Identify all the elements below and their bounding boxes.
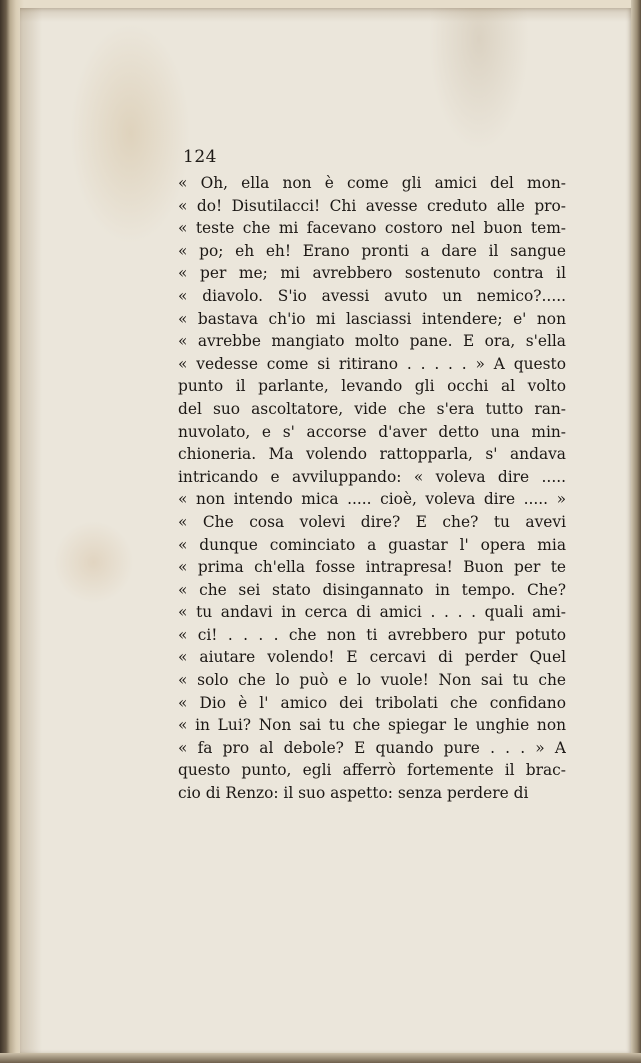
text-line: del suo ascoltatore, vide che s'era tutto ran- [178, 399, 566, 418]
text-line: « che sei stato disingannato in tempo. Che? [178, 580, 566, 599]
text-line: chioneria. Ma volendo rattopparla, s' andava [178, 445, 566, 464]
page-number: 124 [183, 147, 217, 167]
text-line: « non intendo mica ..... cioè, voleva dire ..... » [178, 490, 566, 509]
text-line: « teste che mi facevano costoro nel buon tem- [178, 219, 566, 238]
text-line: punto il parlante, levando gli occhi al volto [178, 377, 566, 396]
text-line: nuvolato, e s' accorse d'aver detto una min- [178, 422, 566, 441]
page-text-block [178, 172, 566, 805]
text-line: « Che cosa volevi dire? E che? tu avevi [178, 512, 566, 531]
text-line: « in Lui? Non sai tu che spiegar le unghie non [178, 716, 566, 735]
text-line: « do! Disutilacci! Chi avesse creduto alle pro- [178, 196, 566, 215]
text-line: « fa pro al debole? E quando pure . . . » A [178, 738, 566, 757]
text-line: questo punto, egli afferrò fortemente il brac- [178, 761, 566, 780]
text-line: « Dio è l' amico dei tribolati che confidano [178, 693, 566, 712]
text-line: « po; eh eh! Erano pronti a dare il sangue [178, 241, 566, 260]
text-line: « diavolo. S'io avessi avuto un nemico?..... [178, 286, 566, 305]
text-line: « tu andavi in cerca di amici . . . . quali ami- [178, 603, 566, 622]
page-edge-bottom [0, 1053, 641, 1063]
text-line: « dunque cominciato a guastar l' opera mia [178, 535, 566, 554]
text-line: « avrebbe mangiato molto pane. E ora, s'ella [178, 332, 566, 351]
text-line: cio di Renzo: il suo aspetto: senza perdere di [178, 784, 529, 803]
text-line: « solo che lo può e lo vuole! Non sai tu che [178, 671, 566, 690]
text-line: « vedesse come si ritirano . . . . . » A questo [178, 354, 566, 373]
text-line: « prima ch'ella fosse intrapresa! Buon per te [178, 558, 566, 577]
text-line: « per me; mi avrebbero sostenuto contra il [178, 264, 566, 283]
text-line: « Oh, ella non è come gli amici del mon- [178, 174, 566, 192]
page-edge-right [631, 0, 641, 1063]
text-line: « bastava ch'io mi lasciassi intendere; e' non [178, 309, 566, 328]
text-line: intricando e avviluppando: « voleva dire ..... [178, 467, 566, 486]
text-line: « aiutare volendo! E cercavi di perder Quel [178, 648, 566, 667]
text-line: « ci! . . . . che non ti avrebbero pur potuto [178, 625, 566, 644]
